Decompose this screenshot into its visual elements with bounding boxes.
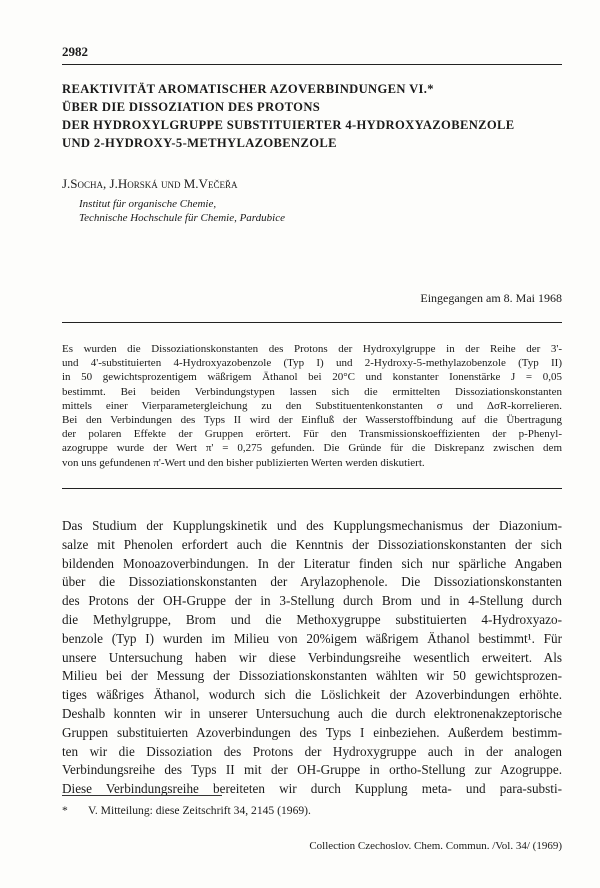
abstract-line: in 50 gewichtsprozentigem wäßrigem Äthanol bei 20°C und konstanter Ionenstärke J = 0,05	[62, 371, 562, 384]
body-line: Verbindungsreihe des Typs II mit der OH-Gruppe in ortho-Stellung zur Azogruppe.	[62, 762, 562, 778]
abstract-line: der polaren Effekte der Gruppen erörtert. Für den Transmissionskoeffizienten der p-Phenyl-	[62, 428, 562, 441]
body-line: salze mit Phenolen erfordert auch die Kenntnis der Dissoziationskonstanten der sich	[62, 536, 562, 552]
body-line: des Protons der OH-Gruppe der in 3-Stellung durch Brom und in 4-Stellung durch	[62, 593, 562, 609]
body-line: benzole (Typ I) wurden im Milieu von 20%igem wäßrigem Äthanol bestimmt¹. Für	[62, 630, 562, 646]
title-line: ÜBER DIE DISSOZIATION DES PROTONS	[62, 100, 321, 114]
affiliation-line: Technische Hochschule für Chemie, Pardubice	[79, 212, 286, 224]
abstract-line: Es wurden die Dissoziationskonstanten des Protons der Hydroxylgruppe in der Reihe der 3'-	[62, 343, 562, 355]
received-date: Eingegangen am 8. Mai 1968	[420, 291, 562, 305]
abstract-line: und 4'-substituierten 4-Hydroxyazobenzole (Typ I) und 2-Hydroxy-5-methylazobenzole (Typ II)	[62, 357, 562, 370]
body-line: tiges wäßriges Äthanol, wodurch sich die Löslichkeit der Azoverbindungen erhöhte.	[62, 687, 562, 703]
title-line: REAKTIVITÄT AROMATISCHER AZOVERBINDUNGEN VI.*	[62, 82, 434, 96]
abstract-line: von uns gefundenen π'-Wert und den bisher publizierten Werten werden diskutiert.	[62, 456, 425, 469]
abstract	[62, 342, 562, 470]
affiliation-line: Institut für organische Chemie,	[79, 198, 217, 210]
body-line: Deshalb konnten wir in unserer Untersuchung auch die durch elektronenakzeptorische	[62, 705, 562, 721]
body-line: Gruppen substituierten Azoverbindungen des Typs I einbeziehen. Außerdem bestimm-	[62, 724, 562, 740]
abstract-line: azogruppe wurde der Wert π' = 0,275 gefunden. Die Gründe für die Diskrepanz zwischen dem	[62, 442, 562, 455]
title-line: UND 2-HYDROXY-5-METHYLAZOBENZOLE	[62, 136, 337, 150]
body-line: die Methylgruppe, Brom und die Methoxygruppe substituierten 4-Hydroxyazo-	[62, 611, 562, 627]
article-title	[62, 80, 572, 152]
authors: J.Socha, J.Horská und M.Večeřa	[62, 176, 238, 191]
body-line: über die Dissoziationskonstanten der Arylazophenole. Die Dissoziationskonstanten	[62, 574, 562, 590]
abstract-line: mittels einer Vierparametergleichung zu den Substituentenkonstanten σ und ΔσR-korrelieren.	[62, 399, 562, 412]
body-line: unsere Untersuchung haben wir diese Verbindungsreihe wesentlich erweitert. Als	[62, 649, 562, 665]
title-line: DER HYDROXYLGRUPPE SUBSTITUIERTER 4-HYDROXYAZOBENZOLE	[62, 118, 515, 132]
body-line: Milieu bei der Messung der Dissoziationskonstanten wählten wir 50 gewichtsprozen-	[62, 668, 562, 684]
abstract-line: Bei den Verbindungen des Typs II wird der Einfluß der Wasserstoffbindung auf die Übertragung	[62, 414, 562, 427]
page-number: 2982	[62, 44, 88, 59]
body-line: Das Studium der Kupplungskinetik und des Kupplungsmechanismus der Diazonium-	[62, 518, 562, 533]
journal-footer: Collection Czechoslov. Chem. Commun. /Vol. 34/ (1969)	[309, 840, 562, 852]
header-rule	[62, 64, 562, 65]
body-line: bildenden Monoazoverbindungen. In der Literatur finden sich nur spärliche Angaben	[62, 555, 562, 571]
body-line: ten wir die Dissoziation des Protons der Hydroxygruppe auch in der analogen	[62, 743, 562, 759]
affiliation	[79, 197, 285, 225]
footnote-text: V. Mitteilung: diese Zeitschrift 34, 2145 (1969).	[88, 804, 311, 817]
abstract-line: bestimmt. Bei beiden Verbindungstypen lassen sich die ermittelten Dissoziationskonstanten	[62, 385, 562, 398]
body-paragraph	[62, 517, 562, 799]
footnote-mark: *	[62, 804, 68, 817]
body-line: Diese Verbindungsreihe bereiteten wir durch Kupplung meta- und para-substi-	[62, 781, 562, 797]
footnote-rule	[62, 795, 222, 796]
footnote	[62, 804, 311, 817]
